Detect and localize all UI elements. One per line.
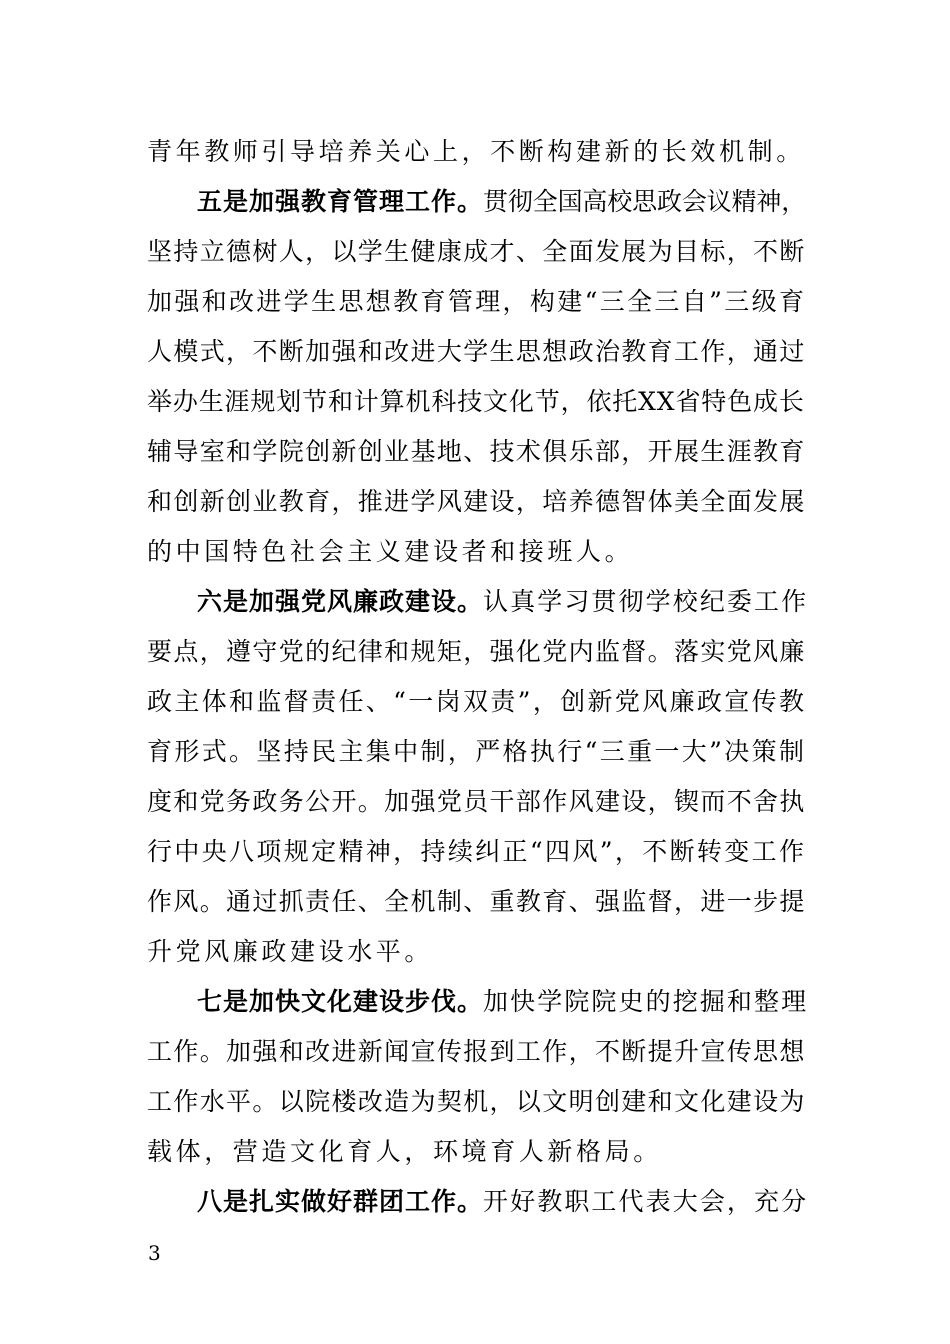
body-text-line: 坚持立德树人，以学生健康成才、全面发展为目标，不断: [147, 237, 806, 266]
paragraph-first-line: [197, 987, 807, 1017]
paragraph-first-line: [197, 1187, 807, 1217]
body-text-line: 的中国特色社会主义建设者和接班人。: [147, 537, 634, 566]
paragraph-heading: 六是加强党风廉政建设。: [197, 587, 484, 616]
paragraph-first-line: [197, 187, 807, 217]
body-text-line: 加强和改进学生思想教育管理，构建“三全三自”三级育: [147, 287, 807, 316]
body-text: 认真学习贯彻学校纪委工作: [483, 587, 809, 616]
paragraph-first-line: [197, 587, 807, 617]
paragraph-heading: 五是加强教育管理工作。: [197, 187, 484, 216]
body-text-line: 政主体和监督责任、“一岗双责”，创新党风廉政宣传教: [147, 687, 807, 716]
body-text-line: 升党风廉政建设水平。: [147, 937, 434, 966]
body-text-line: 行中央八项规定精神，持续纠正“四风”，不断转变工作: [147, 837, 807, 866]
body-text-line: 青年教师引导培养关心上，不断构建新的长效机制。: [147, 137, 805, 166]
body-text: 贯彻全国高校思政会议精神，: [483, 187, 807, 216]
paragraph-heading: 八是扎实做好群团工作。: [197, 1187, 484, 1216]
body-text: 开好教职工代表大会，充分: [483, 1187, 809, 1216]
body-text-line: 辅导室和学院创新创业基地、技术俱乐部，开展生涯教育: [147, 437, 806, 466]
body-text-line: 和创新创业教育，推进学风建设，培养德智体美全面发展: [147, 487, 806, 516]
body-text-line: 要点，遵守党的纪律和规矩，强化党内监督。落实党风廉: [147, 637, 806, 666]
paragraph-heading: 七是加快文化建设步伐。: [197, 987, 484, 1016]
body-text-line: 工作水平。以院楼改造为契机，以文明创建和文化建设为: [147, 1087, 806, 1116]
body-text: 加快学院院史的挖掘和整理: [483, 987, 809, 1016]
page-number: 3: [148, 1241, 161, 1265]
body-text-line: 工作。加强和改进新闻宣传报到工作，不断提升宣传思想: [147, 1037, 806, 1066]
body-text-line: 人模式，不断加强和改进大学生思想政治教育工作，通过: [147, 337, 806, 366]
body-text-line: 作风。通过抓责任、全机制、重教育、强监督，进一步提: [147, 887, 806, 916]
body-text-line: 举办生涯规划节和计算机科技文化节，依托XX省特色成长: [147, 387, 805, 416]
body-text-line: 载体，营造文化育人，环境育人新格局。: [147, 1137, 662, 1166]
body-text-line: 育形式。坚持民主集中制，严格执行“三重一大”决策制: [147, 737, 807, 766]
body-text-line: 度和党务政务公开。加强党员干部作风建设，锲而不舍执: [147, 787, 806, 816]
